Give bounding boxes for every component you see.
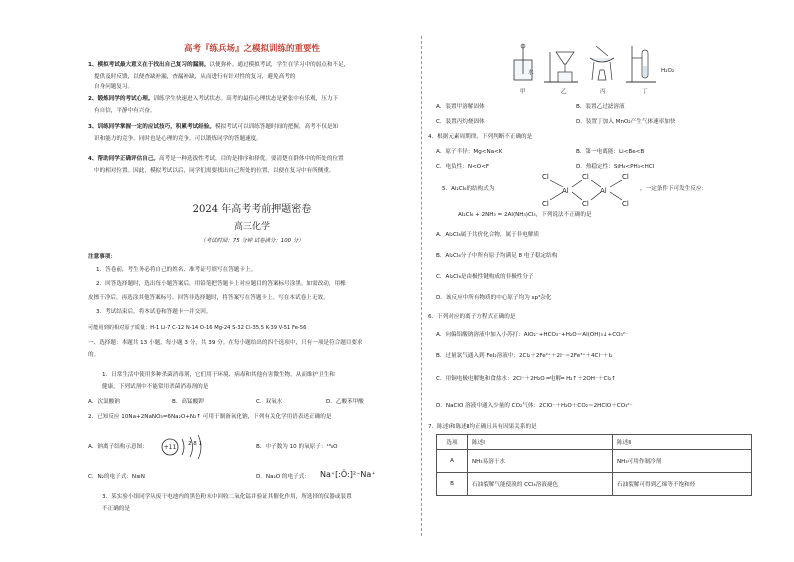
importance-point-line [88,96,338,103]
q5-opt-a: A．Al₂Cl₆属于共价化合物，属于非电解质 [436,232,540,238]
apparatus-label-yi: 乙 [561,89,567,95]
q1-opt-c: C．双氧水 [256,399,283,405]
q4-opt-d: D．热稳定性：SiH₄<PH₃<HCl [576,164,655,170]
q4-opt-a: A．原子半径：Mg<Na<K [436,149,503,155]
importance-point-line [94,108,156,115]
importance-point-line [94,74,295,81]
cl-label: Cl [622,173,629,181]
importance-point-title: 2、锻炼同学的考试心理。 [88,96,154,102]
lab-apparatus-icon [506,40,706,90]
sodium-ion-structure-icon [158,432,218,462]
importance-point-line [88,124,338,131]
q1-opt-d: D．乙酸苯甲酸 [326,399,364,405]
importance-point-title: 1、模拟考试最大意义在于找出自己复习的漏洞。 [88,62,210,68]
exam-title: 2024 年高考考前押题密卷 [192,204,312,215]
ion-nucleus-label: +11 [163,444,177,451]
importance-point-title: 4、帮助同学正确评估自己。 [88,156,160,162]
q1b: 健康。下列试剂中不能常用杀菌消毒剂的是 [102,384,209,390]
q2-opt-b: B．中子数为 10 的氧原子：¹⁸₈O [256,444,338,450]
q2-opt-d: D．Na₂O 的电子式： [256,474,310,480]
importance-point-line [94,84,133,91]
importance-point-line [88,156,344,163]
q7-table [436,434,752,496]
atomic-mass: 可能用到的相对原子质量：H-1 Li-7 C-12 N-14 O-16 Mg-24 S-32 Cl-35.5 K-39 V-51 Fe-56 [88,325,307,331]
q3-opt-b: B．装置乙过滤溶液 [576,104,625,110]
note-1: 1．答卷前，考生务必将自己的姓名、准考证号填写在答题卡上。 [96,267,257,273]
q2-opt-a: A．钠离子结构示意图： [88,444,148,450]
apparatus-label-ding: 丁 [642,89,648,95]
q2-opt-c: C．N₂的电子式：N≡N [88,474,145,480]
q2: 2．已知反应 10Na+2NaNO₃=6Na₂O+N₂↑ 可用于制备氧化钠，下列有关化学用语表述正确的是 [88,414,332,420]
importance-point-line [94,168,335,175]
q5-opt-b: B．Al₂Cl₆分子中所有原子均满足 8 电子稳定结构 [436,253,558,259]
q6-opt-b: B．过量氯气通入到 FeI₂溶液中：2Cl₂＋2Fe²⁺＋2I⁻＝2Fe³⁺＋4Cl⁻＋I₂ [436,353,613,359]
cl-label: Cl [542,173,549,181]
table-header-row [437,435,752,450]
cl-label: Cl [582,200,589,208]
q5-opt-d: D．该反应中所有物质的中心原子均为 sp³杂化 [436,295,552,301]
table-header-cell: 选项 [437,435,468,450]
importance-point-line [94,136,262,143]
importance-point-text: 模拟考试可以训练答题时间的把握，高考不仅是知 [214,124,339,130]
table-cell: 石油裂解气能使溴的 CCl₄溶液褪色 [468,473,613,496]
q1: 1．日常生活中使用多种杀菌消毒剂，它们用于环境、病毒和其他有害微生物，从而维护卫生和 [102,372,335,378]
exam-subject: 高三化学 [233,222,270,232]
q5b: ，一定条件下可发生反应： [640,186,708,192]
cl-label: Cl [622,200,629,208]
table-cell: B [437,473,468,496]
q4-opt-c: C．电负性：N<O<F [436,164,490,170]
importance-point-text: 中的相对位置。因此，模拟考试以后，同学们需要找出自己所处的位置，以便在复习中有所侧重。 [94,168,335,174]
apparatus-label-jia: 甲 [520,89,526,95]
q3: 3．某实验小组同学从废干电池内的黑色粉末中回收二氧化锰并验证其催化作用，所选择的仪器或装置 [102,494,352,500]
q6-opt-d: D．NaClO 溶液中通入少量的 CO₂气体：2ClO⁻＋H₂O＋CO₂＝2HClO＋CO₃²⁻ [436,403,633,409]
importance-point-text: 训练学生快速进入考试状态。高考的最佳心理状态是紧张中有乐观，压力下 [153,96,339,102]
importance-point-text: 识和能力的竞争，同时也是心理的竞争，可以锻炼同学的答题速度。 [94,136,262,142]
cl-label: Cl [542,200,549,208]
q1-opt-a: A．次氯酸钠 [88,399,120,405]
q3-opt-d: D．装置丁加入 MnO₂产生气体速率加快 [576,119,676,125]
al-label: Al [562,187,569,195]
table-header-cell: 陈述Ⅱ [613,435,752,450]
q4: 4．根据元素周期律，下列判断不正确的是 [428,134,533,140]
importance-point-text: 自身问题复习。 [94,84,134,90]
ion-shell-label: 2 8 1 [188,441,202,447]
apparatus-water-label: 水 [528,70,534,76]
q6-opt-c: C．用铜电极电解饱和食盐水：2Cl⁻＋2H₂O ═电解═ H₂↑＋2OH⁻＋Cl₂↑ [436,376,616,382]
note-2b: 皮擦干净后，再选涂其他答案标号。回答非选择题时，将答案写在答题卡上。写在本试卷上无效。 [88,295,329,301]
importance-point-title: 3、训练同学掌握一定的应试技巧，积累考试经验。 [88,124,215,130]
importance-point-text: 提供及时反馈，以便查缺补漏，查漏补缺，从而进行有针对性的复习，避免高考的 [94,74,296,80]
table-row [437,450,752,473]
na2o-electron-formula: Na⁺[:Ö:]²⁻Na⁺ [320,470,376,479]
q7: 7．陈述Ⅰ和陈述Ⅱ均正确且具有因果关系的是 [428,424,537,430]
q3-opt-c: C．装置丙灼烧固体 [436,119,485,125]
note-2: 2．回答选择题时，选出每小题答案后，用铅笔把答题卡上对应题目的答案标号涂黑。如需改动，用橡 [96,281,346,287]
q6: 6．下列对应的离子方程式正确的是 [428,314,516,320]
q3-opt-a: A．装置甲溶解固体 [436,104,485,110]
table-row [437,473,752,496]
table-cell: A [437,450,468,473]
section-1: 一、选择题：本题共 13 小题，每小题 3 分，共 39 分。在每小题给出的四个选项中，只有一项是符合题目要求 [88,340,363,346]
importance-point-text: 有自信，平静中有兴奋。 [94,108,156,114]
table-cell: NH₃易溶于水 [468,450,613,473]
q6-opt-a: A．向偏铝酸钠溶液中加入小苏打：AlO₂⁻+HCO₃⁻+H₂O＝Al(OH)₃↓+CO₃²⁻ [436,332,628,338]
importance-point-text: 以便弥补。通过模拟考试，学生在学习中的弱点和不足， [209,62,350,68]
al2cl6-structure-icon [536,170,640,210]
q5a: 5．Al₂Cl₆的结构式为 [442,186,495,192]
cl-label: Cl [582,173,589,181]
notes-title: 注意事项： [88,254,116,260]
table-cell: 石油裂解可得到乙烯等不饱和烃 [613,473,752,496]
importance-point-line [88,62,349,69]
exam-meta: （考试时间：75 分钟 试卷满分：100 分） [200,238,304,244]
al-label: Al [600,187,607,195]
q5-opt-c: C．Al₂Cl₆是由极性键构成的非极性分子 [436,274,534,280]
apparatus-h2o2-label: H₂O₂ [661,68,675,74]
table-cell: NH₃可用作制冷剂 [613,450,752,473]
q1-opt-b: B．高锰酸钾 [172,399,204,405]
column-divider [421,36,422,536]
q5c: Al₂Cl₆ + 2NH₃ = 2Al(NH₃)Cl₃，下列说法不正确的是 [458,212,592,218]
section-1b: 的。 [88,352,100,358]
q4-opt-b: B．第一电离能：Li<Be<B [576,149,645,155]
table-header-cell: 陈述Ⅰ [468,435,613,450]
importance-point-text: 高考是一种选拔性考试，目的是排序和择优。要清楚在群体中的所处的位置 [159,156,344,162]
page-heading: 高考『练兵场』之模拟训练的重要性 [183,44,320,54]
apparatus-label-bing: 丙 [600,89,606,95]
note-3: 3．考试结束后，将本试卷和答题卡一并交回。 [96,309,212,315]
q3b: 不正确的是 [102,506,130,512]
